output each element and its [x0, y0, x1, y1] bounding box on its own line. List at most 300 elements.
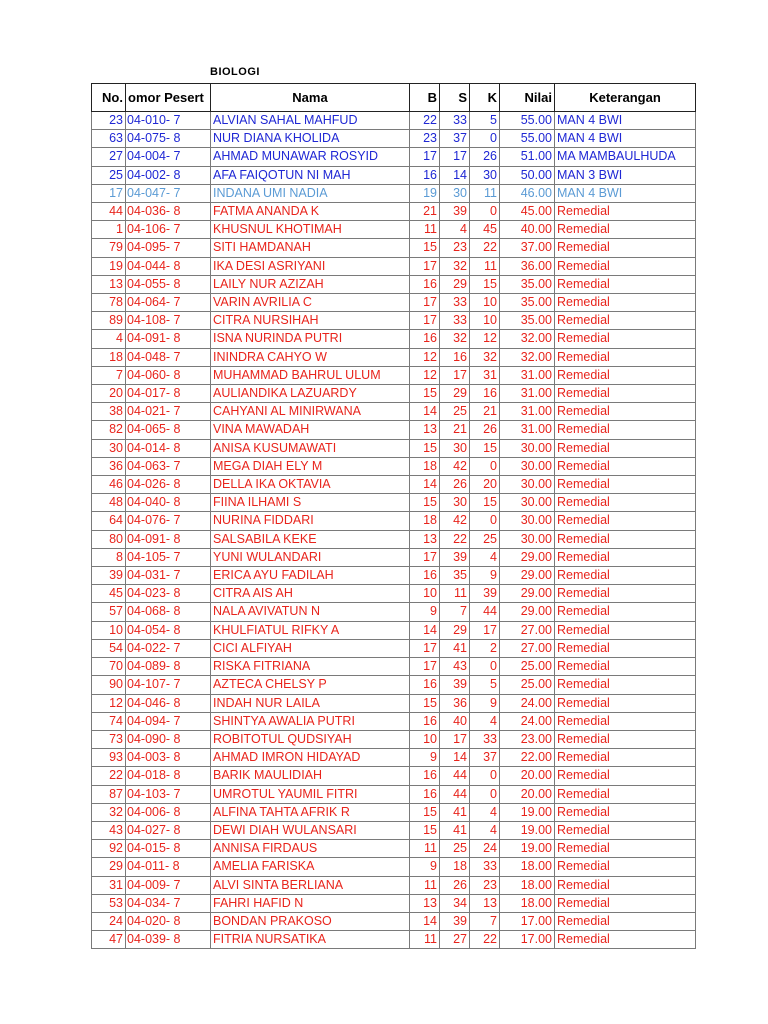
row-nomor-peserta: 04-039- 8: [126, 931, 211, 949]
row-b: 16: [410, 676, 440, 694]
row-k: 22: [470, 931, 500, 949]
header-keterangan: Keterangan: [555, 84, 696, 112]
row-nilai: 23.00: [500, 730, 555, 748]
row-keterangan: MAN 4 BWI: [555, 112, 696, 130]
row-nilai: 18.00: [500, 876, 555, 894]
row-nilai: 24.00: [500, 712, 555, 730]
row-no: 17: [92, 184, 126, 202]
table-row: [92, 494, 696, 512]
row-nama: MEGA DIAH ELY M: [211, 457, 410, 475]
row-s: 34: [440, 894, 470, 912]
row-b: 16: [410, 767, 440, 785]
table-row: [92, 912, 696, 930]
row-k: 31: [470, 366, 500, 384]
row-s: 32: [440, 257, 470, 275]
row-k: 11: [470, 257, 500, 275]
row-b: 18: [410, 457, 440, 475]
row-b: 9: [410, 603, 440, 621]
row-nilai: 17.00: [500, 912, 555, 930]
row-k: 44: [470, 603, 500, 621]
table-row: [92, 530, 696, 548]
row-nomor-peserta: 04-017- 8: [126, 385, 211, 403]
table-row: [92, 621, 696, 639]
row-k: 15: [470, 439, 500, 457]
row-nomor-peserta: 04-040- 8: [126, 494, 211, 512]
table-row: [92, 385, 696, 403]
row-nomor-peserta: 04-047- 7: [126, 184, 211, 202]
table-row: [92, 567, 696, 585]
row-keterangan: Remedial: [555, 548, 696, 566]
row-no: 20: [92, 385, 126, 403]
row-k: 0: [470, 203, 500, 221]
row-no: 29: [92, 858, 126, 876]
table-row: [92, 403, 696, 421]
row-b: 13: [410, 530, 440, 548]
table-row: [92, 767, 696, 785]
row-b: 19: [410, 184, 440, 202]
row-nomor-peserta: 04-091- 8: [126, 330, 211, 348]
header-b: B: [410, 84, 440, 112]
row-nomor-peserta: 04-107- 7: [126, 676, 211, 694]
row-s: 42: [440, 457, 470, 475]
row-s: 27: [440, 931, 470, 949]
row-k: 4: [470, 803, 500, 821]
row-nilai: 29.00: [500, 603, 555, 621]
row-s: 29: [440, 275, 470, 293]
row-nama: IKA DESI ASRIYANI: [211, 257, 410, 275]
table-row: [92, 749, 696, 767]
row-nama: CAHYANI AL MINIRWANA: [211, 403, 410, 421]
row-nilai: 30.00: [500, 476, 555, 494]
header-nilai: Nilai: [500, 84, 555, 112]
row-b: 15: [410, 821, 440, 839]
row-k: 22: [470, 239, 500, 257]
row-k: 37: [470, 749, 500, 767]
row-s: 41: [440, 803, 470, 821]
row-nomor-peserta: 04-023- 8: [126, 585, 211, 603]
table-row: [92, 803, 696, 821]
row-nama: AFA FAIQOTUN NI MAH: [211, 166, 410, 184]
table-row: [92, 548, 696, 566]
row-nama: MUHAMMAD BAHRUL ULUM: [211, 366, 410, 384]
row-k: 4: [470, 712, 500, 730]
row-keterangan: Remedial: [555, 785, 696, 803]
row-nilai: 19.00: [500, 821, 555, 839]
row-k: 10: [470, 294, 500, 312]
row-nomor-peserta: 04-106- 7: [126, 221, 211, 239]
row-no: 80: [92, 530, 126, 548]
row-s: 11: [440, 585, 470, 603]
table-row: [92, 439, 696, 457]
row-k: 15: [470, 275, 500, 293]
row-nama: VINA MAWADAH: [211, 421, 410, 439]
row-k: 9: [470, 567, 500, 585]
table-row: [92, 894, 696, 912]
row-k: 24: [470, 840, 500, 858]
row-b: 22: [410, 112, 440, 130]
row-keterangan: Remedial: [555, 585, 696, 603]
row-no: 32: [92, 803, 126, 821]
row-nama: AULIANDIKA LAZUARDY: [211, 385, 410, 403]
row-keterangan: Remedial: [555, 494, 696, 512]
row-s: 22: [440, 530, 470, 548]
row-keterangan: MAN 4 BWI: [555, 184, 696, 202]
row-s: 33: [440, 112, 470, 130]
row-nilai: 32.00: [500, 348, 555, 366]
row-s: 25: [440, 840, 470, 858]
row-b: 17: [410, 658, 440, 676]
header-no: No.: [92, 84, 126, 112]
row-keterangan: Remedial: [555, 639, 696, 657]
row-nilai: 36.00: [500, 257, 555, 275]
row-s: 41: [440, 821, 470, 839]
row-s: 26: [440, 876, 470, 894]
row-nilai: 55.00: [500, 112, 555, 130]
row-nomor-peserta: 04-011- 8: [126, 858, 211, 876]
table-row: [92, 785, 696, 803]
row-nilai: 30.00: [500, 530, 555, 548]
row-b: 13: [410, 894, 440, 912]
row-s: 7: [440, 603, 470, 621]
row-k: 26: [470, 148, 500, 166]
row-keterangan: Remedial: [555, 421, 696, 439]
row-nomor-peserta: 04-108- 7: [126, 312, 211, 330]
row-nilai: 50.00: [500, 166, 555, 184]
row-s: 44: [440, 767, 470, 785]
table-row: [92, 585, 696, 603]
row-s: 25: [440, 403, 470, 421]
row-b: 15: [410, 494, 440, 512]
row-nama: ALFINA TAHTA AFRIK R: [211, 803, 410, 821]
row-no: 74: [92, 712, 126, 730]
row-nama: ALVI SINTA BERLIANA: [211, 876, 410, 894]
row-keterangan: Remedial: [555, 931, 696, 949]
header-nama: Nama: [211, 84, 410, 112]
row-keterangan: Remedial: [555, 275, 696, 293]
row-nilai: 27.00: [500, 639, 555, 657]
row-b: 14: [410, 476, 440, 494]
row-k: 0: [470, 512, 500, 530]
row-no: 45: [92, 585, 126, 603]
table-row: [92, 257, 696, 275]
table-row: [92, 676, 696, 694]
row-nomor-peserta: 04-046- 8: [126, 694, 211, 712]
row-k: 0: [470, 457, 500, 475]
row-b: 15: [410, 803, 440, 821]
row-b: 10: [410, 730, 440, 748]
table-row: [92, 221, 696, 239]
row-k: 4: [470, 548, 500, 566]
row-nama: ANNISA FIRDAUS: [211, 840, 410, 858]
row-keterangan: Remedial: [555, 767, 696, 785]
row-keterangan: Remedial: [555, 312, 696, 330]
row-keterangan: Remedial: [555, 403, 696, 421]
row-nomor-peserta: 04-054- 8: [126, 621, 211, 639]
row-nama: KHUSNUL KHOTIMAH: [211, 221, 410, 239]
row-no: 39: [92, 567, 126, 585]
row-s: 17: [440, 730, 470, 748]
row-k: 33: [470, 858, 500, 876]
row-no: 64: [92, 512, 126, 530]
row-nomor-peserta: 04-090- 8: [126, 730, 211, 748]
row-nilai: 35.00: [500, 275, 555, 293]
row-no: 93: [92, 749, 126, 767]
row-nomor-peserta: 04-027- 8: [126, 821, 211, 839]
row-keterangan: Remedial: [555, 821, 696, 839]
row-b: 16: [410, 712, 440, 730]
row-nama: ERICA AYU FADILAH: [211, 567, 410, 585]
row-nilai: 31.00: [500, 366, 555, 384]
row-k: 30: [470, 166, 500, 184]
row-nomor-peserta: 04-076- 7: [126, 512, 211, 530]
row-nilai: 31.00: [500, 421, 555, 439]
row-keterangan: Remedial: [555, 912, 696, 930]
row-nilai: 24.00: [500, 694, 555, 712]
row-k: 10: [470, 312, 500, 330]
row-s: 30: [440, 184, 470, 202]
row-nama: AHMAD IMRON HIDAYAD: [211, 749, 410, 767]
row-no: 8: [92, 548, 126, 566]
header-s: S: [440, 84, 470, 112]
table-row: [92, 658, 696, 676]
row-b: 15: [410, 239, 440, 257]
row-b: 13: [410, 421, 440, 439]
row-nilai: 30.00: [500, 439, 555, 457]
table-row: [92, 239, 696, 257]
row-b: 14: [410, 621, 440, 639]
row-nilai: 20.00: [500, 767, 555, 785]
row-s: 36: [440, 694, 470, 712]
row-no: 12: [92, 694, 126, 712]
table-row: [92, 203, 696, 221]
row-no: 38: [92, 403, 126, 421]
row-nilai: 29.00: [500, 585, 555, 603]
row-keterangan: Remedial: [555, 858, 696, 876]
row-s: 39: [440, 203, 470, 221]
row-nama: DEWI DIAH WULANSARI: [211, 821, 410, 839]
row-s: 14: [440, 166, 470, 184]
row-nilai: 30.00: [500, 512, 555, 530]
row-k: 0: [470, 767, 500, 785]
row-b: 10: [410, 585, 440, 603]
row-nomor-peserta: 04-060- 8: [126, 366, 211, 384]
row-no: 92: [92, 840, 126, 858]
row-nama: AHMAD MUNAWAR ROSYID: [211, 148, 410, 166]
row-k: 32: [470, 348, 500, 366]
table-row: [92, 294, 696, 312]
row-no: 44: [92, 203, 126, 221]
row-nama: NALA AVIVATUN N: [211, 603, 410, 621]
table-row: [92, 312, 696, 330]
row-no: 22: [92, 767, 126, 785]
row-k: 17: [470, 621, 500, 639]
row-b: 15: [410, 385, 440, 403]
row-nomor-peserta: 04-055- 8: [126, 275, 211, 293]
row-s: 44: [440, 785, 470, 803]
row-b: 16: [410, 330, 440, 348]
table-row: [92, 421, 696, 439]
row-no: 36: [92, 457, 126, 475]
row-no: 19: [92, 257, 126, 275]
row-k: 12: [470, 330, 500, 348]
row-keterangan: Remedial: [555, 876, 696, 894]
row-nama: CITRA NURSIHAH: [211, 312, 410, 330]
row-no: 10: [92, 621, 126, 639]
row-nilai: 22.00: [500, 749, 555, 767]
table-row: [92, 130, 696, 148]
row-keterangan: Remedial: [555, 512, 696, 530]
row-b: 11: [410, 931, 440, 949]
row-nama: VARIN AVRILIA C: [211, 294, 410, 312]
row-nilai: 35.00: [500, 294, 555, 312]
row-nilai: 55.00: [500, 130, 555, 148]
table-row: [92, 512, 696, 530]
row-keterangan: Remedial: [555, 257, 696, 275]
row-nomor-peserta: 04-036- 8: [126, 203, 211, 221]
row-keterangan: Remedial: [555, 567, 696, 585]
row-k: 2: [470, 639, 500, 657]
row-no: 90: [92, 676, 126, 694]
row-no: 87: [92, 785, 126, 803]
row-nomor-peserta: 04-064- 7: [126, 294, 211, 312]
row-nama: BARIK MAULIDIAH: [211, 767, 410, 785]
row-nama: AZTECA CHELSY P: [211, 676, 410, 694]
row-nama: FITRIA NURSATIKA: [211, 931, 410, 949]
row-b: 17: [410, 639, 440, 657]
row-no: 73: [92, 730, 126, 748]
row-s: 16: [440, 348, 470, 366]
row-s: 35: [440, 567, 470, 585]
row-k: 39: [470, 585, 500, 603]
row-nama: UMROTUL YAUMIL FITRI: [211, 785, 410, 803]
row-b: 15: [410, 694, 440, 712]
table-row: [92, 330, 696, 348]
row-no: 70: [92, 658, 126, 676]
table-row: [92, 639, 696, 657]
row-no: 82: [92, 421, 126, 439]
table-row: [92, 603, 696, 621]
row-nilai: 40.00: [500, 221, 555, 239]
row-b: 16: [410, 785, 440, 803]
row-nilai: 51.00: [500, 148, 555, 166]
row-nomor-peserta: 04-091- 8: [126, 530, 211, 548]
row-nomor-peserta: 04-018- 8: [126, 767, 211, 785]
row-b: 11: [410, 840, 440, 858]
row-no: 30: [92, 439, 126, 457]
row-no: 48: [92, 494, 126, 512]
row-nomor-peserta: 04-002- 8: [126, 166, 211, 184]
row-no: 4: [92, 330, 126, 348]
row-nomor-peserta: 04-089- 8: [126, 658, 211, 676]
row-nama: SITI HAMDANAH: [211, 239, 410, 257]
row-no: 43: [92, 821, 126, 839]
row-k: 45: [470, 221, 500, 239]
row-nama: NUR DIANA KHOLIDA: [211, 130, 410, 148]
row-no: 13: [92, 275, 126, 293]
row-nilai: 30.00: [500, 494, 555, 512]
row-s: 39: [440, 676, 470, 694]
row-nomor-peserta: 04-075- 8: [126, 130, 211, 148]
row-no: 57: [92, 603, 126, 621]
row-nilai: 31.00: [500, 385, 555, 403]
row-b: 17: [410, 257, 440, 275]
row-s: 26: [440, 476, 470, 494]
row-nilai: 19.00: [500, 803, 555, 821]
row-k: 0: [470, 130, 500, 148]
score-table: [91, 83, 696, 949]
row-keterangan: Remedial: [555, 294, 696, 312]
row-no: 23: [92, 112, 126, 130]
row-keterangan: MAN 3 BWI: [555, 166, 696, 184]
row-keterangan: Remedial: [555, 694, 696, 712]
row-nilai: 18.00: [500, 894, 555, 912]
row-nomor-peserta: 04-015- 8: [126, 840, 211, 858]
row-nama: LAILY NUR AZIZAH: [211, 275, 410, 293]
row-nomor-peserta: 04-009- 7: [126, 876, 211, 894]
row-nama: ANISA KUSUMAWATI: [211, 439, 410, 457]
row-b: 12: [410, 348, 440, 366]
table-row: [92, 348, 696, 366]
row-nomor-peserta: 04-031- 7: [126, 567, 211, 585]
row-keterangan: MAN 4 BWI: [555, 130, 696, 148]
table-row: [92, 730, 696, 748]
row-nama: FIINA ILHAMI S: [211, 494, 410, 512]
row-nilai: 25.00: [500, 658, 555, 676]
row-b: 14: [410, 912, 440, 930]
row-nomor-peserta: 04-044- 8: [126, 257, 211, 275]
header-row: [92, 84, 696, 112]
row-b: 16: [410, 166, 440, 184]
row-nama: NURINA FIDDARI: [211, 512, 410, 530]
row-k: 0: [470, 658, 500, 676]
row-k: 25: [470, 530, 500, 548]
row-no: 63: [92, 130, 126, 148]
row-k: 13: [470, 894, 500, 912]
row-keterangan: Remedial: [555, 894, 696, 912]
header-nomor-peserta: omor Pesert: [126, 84, 211, 112]
row-nilai: 37.00: [500, 239, 555, 257]
table-row: [92, 876, 696, 894]
row-keterangan: Remedial: [555, 348, 696, 366]
row-nama: DELLA IKA OKTAVIA: [211, 476, 410, 494]
row-s: 33: [440, 294, 470, 312]
row-nilai: 19.00: [500, 840, 555, 858]
table-row: [92, 821, 696, 839]
row-k: 20: [470, 476, 500, 494]
row-keterangan: MA MAMBAULHUDA: [555, 148, 696, 166]
row-b: 18: [410, 512, 440, 530]
row-nilai: 29.00: [500, 567, 555, 585]
row-nilai: 17.00: [500, 931, 555, 949]
row-nama: CICI ALFIYAH: [211, 639, 410, 657]
row-no: 24: [92, 912, 126, 930]
row-no: 18: [92, 348, 126, 366]
row-b: 9: [410, 858, 440, 876]
row-nilai: 25.00: [500, 676, 555, 694]
table-row: [92, 840, 696, 858]
row-nilai: 27.00: [500, 621, 555, 639]
row-keterangan: Remedial: [555, 530, 696, 548]
row-s: 40: [440, 712, 470, 730]
row-nomor-peserta: 04-026- 8: [126, 476, 211, 494]
table-row: [92, 931, 696, 949]
row-nama: ININDRA CAHYO W: [211, 348, 410, 366]
row-nomor-peserta: 04-021- 7: [126, 403, 211, 421]
row-nama: ROBITOTUL QUDSIYAH: [211, 730, 410, 748]
table-row: [92, 712, 696, 730]
row-b: 17: [410, 294, 440, 312]
row-b: 17: [410, 548, 440, 566]
